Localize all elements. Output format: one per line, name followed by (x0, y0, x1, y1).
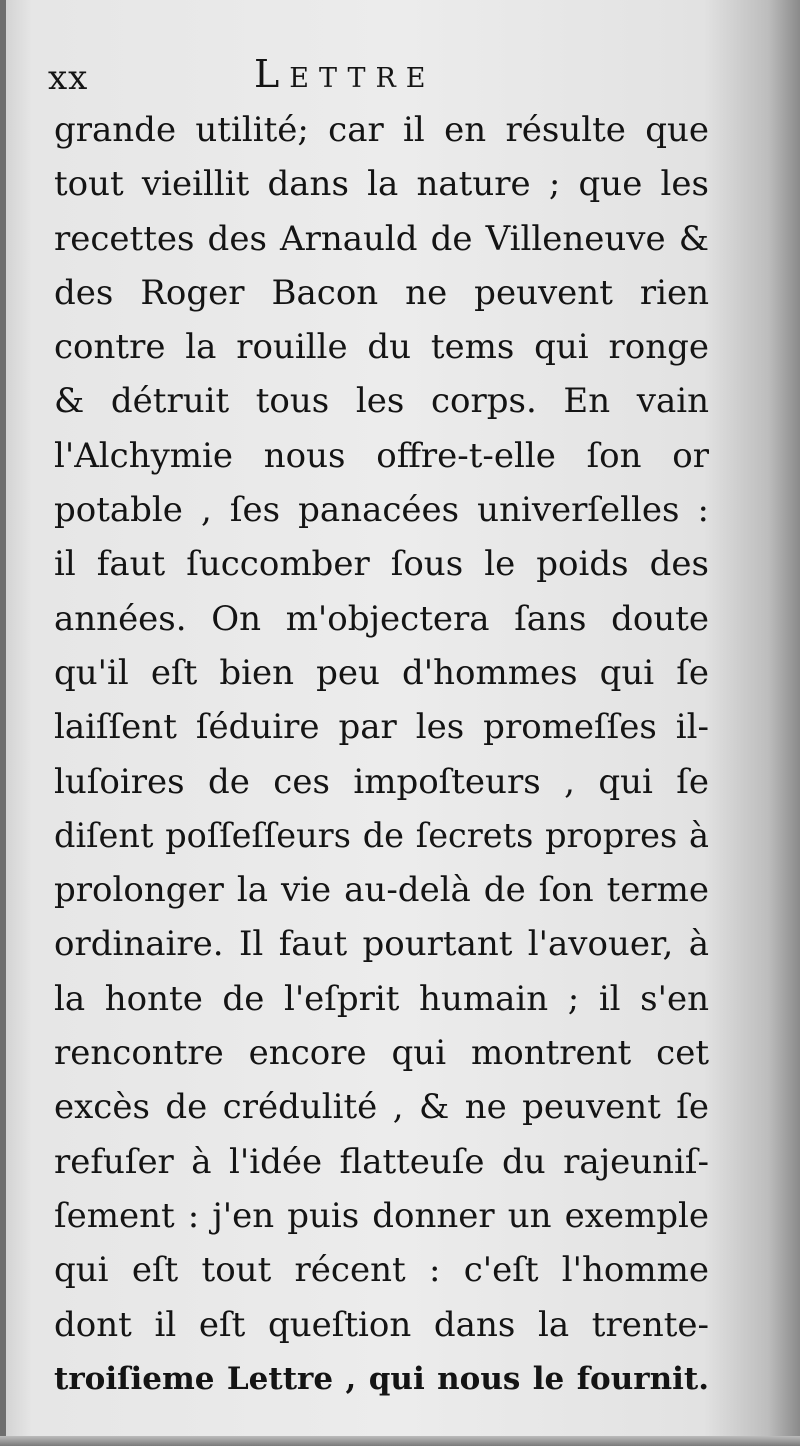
text-line: rencontre encore qui montrent cet (54, 1033, 709, 1074)
text-line: & détruit tous les corps. En vain (54, 381, 709, 422)
text-line: la honte de l'eſprit humain ; il s'en (54, 978, 709, 1019)
text-line: refuſer à l'idée flatteuſe du rajeuniſ- (54, 1141, 709, 1182)
body-text (54, 103, 709, 1406)
text-line: luſoires de ces impoſteurs , qui ſe (54, 761, 709, 802)
page-left-edge-shadow (0, 0, 6, 1446)
text-line: prolonger la vie au-delà de ſon terme (54, 870, 709, 911)
text-line: contre la rouille du tems qui ronge (54, 327, 709, 368)
text-line: recettes des Arnauld de Villeneuve & (54, 218, 709, 259)
running-head (48, 52, 748, 100)
text-line: dont il eſt queſtion dans la trente- (54, 1304, 709, 1345)
text-line: tout vieillit dans la nature ; que les (54, 164, 709, 205)
page-bottom-edge-shadow (0, 1436, 800, 1446)
text-line: potable , ſes panacées univerſelles : (54, 490, 709, 531)
text-line: laiſſent ſéduire par les promeſſes il- (54, 707, 709, 748)
text-line: troiſieme Lettre , qui nous le fournit. (54, 1360, 709, 1397)
text-line: qu'il eſt bien peu d'hommes qui ſe (54, 652, 709, 693)
running-title: Lettre (254, 52, 436, 96)
text-line: il faut ſuccomber ſous le poids des (54, 544, 709, 585)
text-line: années. On m'objectera ſans doute (54, 598, 709, 639)
text-line: diſent poſſeſſeurs de ſecrets propres à (54, 815, 709, 855)
text-line: des Roger Bacon ne peuvent rien (54, 272, 709, 313)
page-number: xx (48, 58, 89, 98)
text-line: ordinaire. Il faut pourtant l'avouer, à (54, 924, 709, 965)
text-line: l'Alchymie nous offre-t-elle ſon or (54, 435, 709, 476)
text-line: ſement : j'en puis donner un exemple (54, 1195, 709, 1236)
text-line: excès de crédulité , & ne peuvent ſe (54, 1087, 709, 1128)
text-line: qui eſt tout récent : c'eſt l'homme (54, 1250, 709, 1291)
text-line: grande utilité; car il en résulte que (54, 110, 709, 150)
